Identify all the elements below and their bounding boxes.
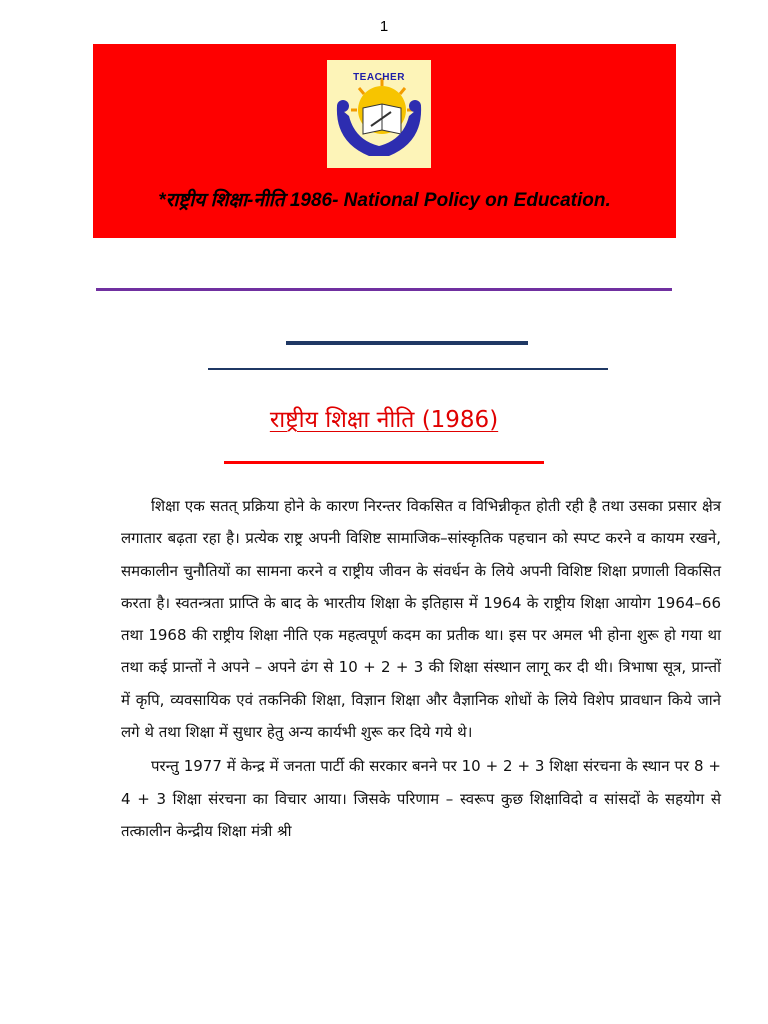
body-text (121, 490, 721, 847)
paragraph-2: परन्तु 1977 में केन्द्र में जनता पार्टी की सरकार बनने पर 10 + 2 + 3 शिक्षा संरचना के स्थान पर 8 + 4 + 3 शिक्षा संरचना का विचार आया। जिसके परिणाम – स्वरूप कुछ शिक्षाविदो व सांसदों के सहयोग से तत्कालीन केन्द्रीय शिक्षा मंत्री श्री (121, 757, 721, 840)
page-number: 1 (379, 18, 389, 35)
teacher-logo-icon (327, 60, 431, 168)
divider-red (224, 461, 544, 464)
paragraph-1: शिक्षा एक सतत् प्रक्रिया होने के कारण निरन्तर विकसित व विभिन्नीकृत होती रही है तथा उसका प्रसार क्षेत्र लगातार बढ़ता रहा है। प्रत्येक राष्ट्र अपनी विशिष्ट सामाजिक–सांस्कृतिक पहचान को स्पप्ट करने व कायम रखने, समकालीन चुनौतियों का सामना करने व राष्ट्रीय जीवन के संवर्धन के लिये अपनी विशिष्ट शिक्षा प्रणाली विकसित करता है। स्वतन्त्रता प्राप्ति के बाद के भारतीय शिक्षा के इतिहास में 1964 के राष्ट्रीय शिक्षा आयोग 1964–66 तथा 1968 की राष्ट्रीय शिक्षा नीति एक महत्वपूर्ण कदम का प्रतीक था। इस पर अमल भी होना शुरू हो गया था तथा कई प्रान्तों ने अपने – अपने ढंग से 10 + 2 + 3 की शिक्षा संस्थान लागू कर दी थी। त्रिभाषा सूत्र, प्रान्तों में कृपि, व्यवसायिक एवं तकनिकी शिक्षा, विज्ञान शिक्षा और वैज्ञानिक शोधों के लिये विशेप प्रावधान किये जाने लगे थे तथा शिक्षा में सुधार हेतु अन्य कार्यभी शुरू कर दिये गये थे। (121, 497, 721, 742)
page-heading: राष्ट्रीय शिक्षा नीति (1986) (269, 407, 499, 433)
divider-purple (96, 288, 672, 291)
header-banner (93, 44, 676, 238)
banner-title: *राष्ट्रीय शिक्षा-नीति 1986- National Policy on Education. (158, 190, 611, 211)
logo-lettering: TEACHER (353, 72, 405, 83)
divider-navy-thick (286, 341, 528, 345)
divider-navy-thin (208, 368, 608, 370)
